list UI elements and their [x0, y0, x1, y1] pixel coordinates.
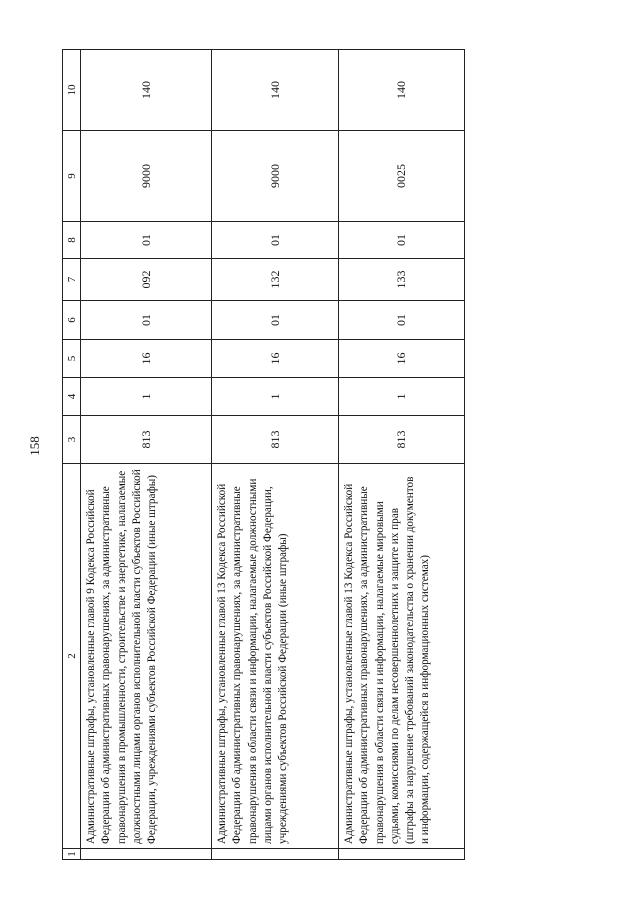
code-cell: 1: [212, 378, 339, 416]
header-row: [63, 50, 81, 860]
code-cell: 813: [339, 416, 465, 464]
code-cell: 092: [81, 259, 212, 301]
code-cell: 01: [339, 222, 465, 259]
description-cell: Административные штрафы, установленные главой 13 Кодекса Российской Федерации об административных правонарушениях, за административные правонарушения в области связи и информации, налагаемые должностными лицами органов исполнительной власти субъектов Российской Федерации, учреждениями субъектов Российской Федерации (иные штрафы): [212, 464, 339, 849]
code-cell: 01: [212, 301, 339, 340]
table-row: [339, 50, 465, 860]
code-cell: 813: [81, 416, 212, 464]
code-cell: 132: [212, 259, 339, 301]
code-cell: 01: [81, 222, 212, 259]
column-header: 2: [63, 464, 81, 849]
column-header: 5: [63, 340, 81, 378]
code-cell: 9000: [212, 131, 339, 222]
rotated-table-container: [62, 50, 464, 860]
row-number-cell: [81, 849, 212, 860]
description-cell: Административные штрафы, установленные главой 9 Кодекса Российской Федерации об административных правонарушениях, за административные правонарушения в промышленности, строительстве и энергетике, налагаемые должностными лицами органов исполнительной власти субъектов Российской Федерации, учреждениями субъектов Российской Федерации (иные штрафы): [81, 464, 212, 849]
code-cell: 813: [212, 416, 339, 464]
table-row: [212, 50, 339, 860]
budget-code-table: [62, 49, 465, 860]
code-cell: 16: [212, 340, 339, 378]
code-cell: 16: [81, 340, 212, 378]
column-header: 6: [63, 301, 81, 340]
column-header: 8: [63, 222, 81, 259]
column-header: 4: [63, 378, 81, 416]
page-number: 158: [27, 436, 42, 456]
code-cell: 140: [339, 50, 465, 131]
code-cell: 1: [81, 378, 212, 416]
code-cell: 16: [339, 340, 465, 378]
row-number-cell: [212, 849, 339, 860]
code-cell: 9000: [81, 131, 212, 222]
column-header: 1: [63, 849, 81, 860]
column-header: 3: [63, 416, 81, 464]
row-number-cell: [339, 849, 465, 860]
column-header: 10: [63, 50, 81, 131]
code-cell: 140: [81, 50, 212, 131]
code-cell: 01: [212, 222, 339, 259]
code-cell: 01: [339, 301, 465, 340]
table-row: [81, 50, 212, 860]
code-cell: 0025: [339, 131, 465, 222]
code-cell: 1: [339, 378, 465, 416]
code-cell: 01: [81, 301, 212, 340]
code-cell: 133: [339, 259, 465, 301]
column-header: 7: [63, 259, 81, 301]
column-header: 9: [63, 131, 81, 222]
description-cell: Административные штрафы, установленные главой 13 Кодекса Российской Федерации об административных правонарушениях, за административные правонарушения в области связи и информации, налагаемые мировыми судьями, комиссиями по делам несовершеннолетних и защите их прав (штрафы за нарушение требований законодательства о хранении документов и информации, содержащейся в информационных системах): [339, 464, 465, 849]
code-cell: 140: [212, 50, 339, 131]
